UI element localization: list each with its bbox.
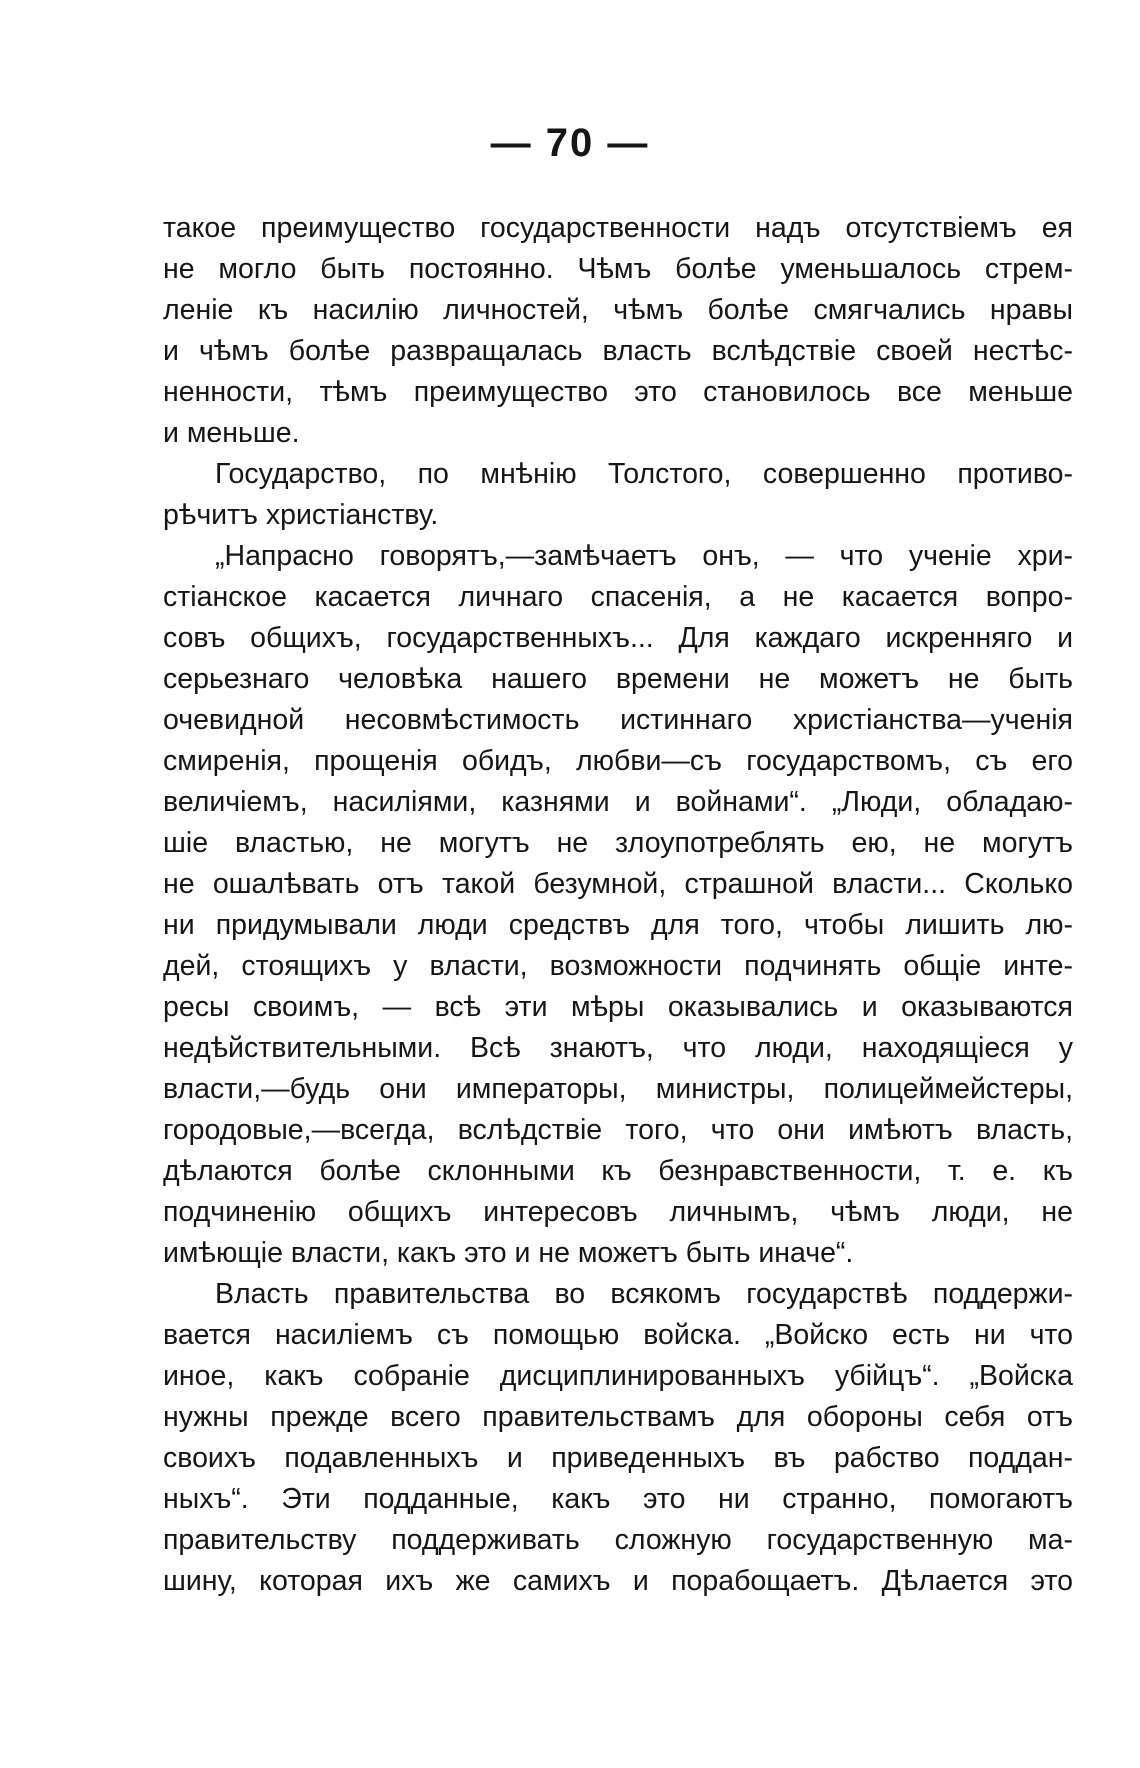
text-line: „Напрасно говорятъ,—замѣчаетъ онъ, — что ученіе хри- [215,540,1073,572]
paragraph-2 [163,454,1073,536]
text-line: смиренія, прощенія обидъ, любви—съ государствомъ, съ его [163,745,1073,777]
text-line: Власть правительства во всякомъ государствѣ поддержи- [215,1278,1073,1310]
text-line: иное, какъ собраніе дисциплинированныхъ убійцъ“. „Войска [163,1360,1073,1392]
text-line: нужны прежде всего правительствамъ для обороны себя отъ [163,1401,1073,1433]
text-line: подчиненію общихъ интересовъ личнымъ, чѣмъ люди, не [163,1196,1073,1228]
text-line: ненности, тѣмъ преимущество это становилось все меньше [163,376,1073,408]
text-line: шину, которая ихъ же самихъ и порабощаетъ. Дѣлается это [163,1565,1073,1597]
paragraph-3 [163,536,1073,1274]
text-line: имѣющіе власти, какъ это и не можетъ быть иначе“. [163,1237,854,1269]
text-line: правительству поддерживать сложную государственную ма- [163,1524,1073,1556]
text-line: Государство, по мнѣнію Толстого, совершенно противо- [215,458,1073,490]
page-number: — 70 — [490,121,650,165]
text-line: власти,—будь они императоры, министры, полицеймейстеры, [163,1073,1073,1105]
text-line: вается насиліемъ съ помощью войска. „Войско есть ни что [163,1319,1073,1351]
body-text [163,208,1073,1602]
text-line: очевидной несовмѣстимость истиннаго христіанства—ученія [163,704,1073,736]
text-line: не ошалѣвать отъ такой безумной, страшной власти... Сколько [163,868,1073,900]
text-line: недѣйствительными. Всѣ знаютъ, что люди, находящіеся у [163,1032,1073,1064]
text-line: рѣчитъ христіанству. [163,499,439,531]
text-line: леніе къ насилію личностей, чѣмъ болѣе смягчались нравы [163,294,1073,326]
text-line: ныхъ“. Эти подданные, какъ это ни странно, помогаютъ [163,1483,1073,1515]
text-line: не могло быть постоянно. Чѣмъ болѣе уменьшалось стрем- [163,253,1073,285]
text-line: такое преимущество государственности надъ отсутствіемъ ея [163,212,1073,244]
text-line: своихъ подавленныхъ и приведенныхъ въ рабство поддан- [163,1442,1073,1474]
text-line: дей, стоящихъ у власти, возможности подчинять общіе инте- [163,950,1073,982]
text-line: серьезнаго человѣка нашего времени не можетъ не быть [163,663,1073,695]
text-line: городовые,—всегда, вслѣдствіе того, что они имѣютъ власть, [163,1114,1073,1146]
text-line: стіанское касается личнаго спасенія, а не касается вопро- [163,581,1073,613]
paragraph-1 [163,208,1073,454]
text-line: совъ общихъ, государственныхъ... Для каждаго искренняго и [163,622,1073,654]
text-line: ресы своимъ, — всѣ эти мѣры оказывались и оказываются [163,991,1073,1023]
paragraph-4 [163,1274,1073,1602]
text-line: и чѣмъ болѣе развращалась власть вслѣдствіе своей нестѣс- [163,335,1073,367]
text-line: дѣлаются болѣе склонными къ безнравственности, т. е. къ [163,1155,1073,1187]
text-line: шіе властью, не могутъ не злоупотреблять ею, не могутъ [163,827,1073,859]
text-line: величіемъ, насиліями, казнями и войнами“. „Люди, обладаю- [163,786,1073,818]
text-line: и меньше. [163,417,300,449]
text-line: ни придумывали люди средствъ для того, чтобы лишить лю- [163,909,1073,941]
